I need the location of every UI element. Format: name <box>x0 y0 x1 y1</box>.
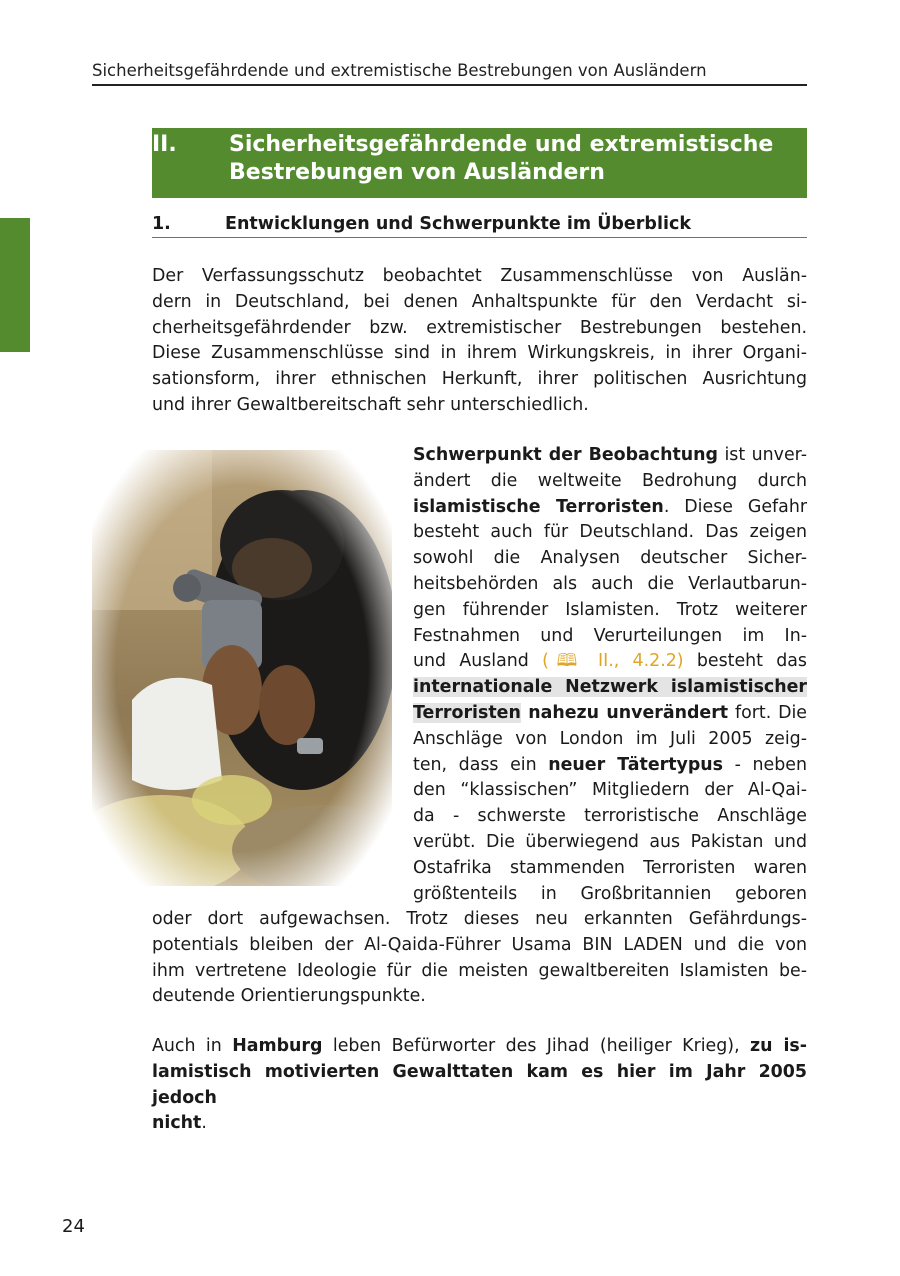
section-number: 1. <box>152 214 171 234</box>
text-span: leben Befürworter des Jihad (heiliger Krieg), <box>322 1036 751 1056</box>
text-line: sationsform, ihrer ethnischen Herkunft, ihrer politischen Ausrichtung <box>152 369 807 390</box>
bold-text: Schwerpunkt der Beobachtung <box>413 445 718 465</box>
cross-reference-link[interactable]: (🕮 II., 4.2.2) <box>542 651 684 672</box>
chapter-number: II. <box>152 132 177 157</box>
text-line: dern in Deutschland, bei denen Anhaltspunkte für den Verdacht si- <box>152 291 807 312</box>
text-line: deutende Orientierungspunkte. <box>152 986 426 1007</box>
text-line: Festnahmen und Verurteilungen im In- <box>413 625 807 646</box>
text-span: ten, dass ein <box>413 754 549 775</box>
highlighted-bold-text: internationale Netzwerk islamistischer <box>413 677 807 698</box>
text-line <box>152 1111 807 1137</box>
page-number: 24 <box>62 1216 85 1237</box>
paragraph-focus-continued <box>152 907 807 1010</box>
bold-text: islamistische Terroristen <box>413 496 664 517</box>
text-span: besteht das <box>683 651 807 672</box>
chapter-title-line: Bestrebungen von Ausländern <box>229 160 605 185</box>
text-span: ist unver- <box>717 445 807 465</box>
photo-armed-militant <box>92 450 392 886</box>
text-line: oder dort aufgewachsen. Trotz dieses neu erkannten Gefährdungs- <box>152 909 807 929</box>
text-line: größtenteils in Großbritannien geboren <box>413 883 807 904</box>
text-line: Ostafrika stammenden Terroristen waren <box>413 857 807 878</box>
text-span: - neben <box>723 754 807 775</box>
chapter-side-tab <box>0 218 30 352</box>
text-span: Auch in <box>152 1036 233 1056</box>
section-heading <box>152 211 807 238</box>
text-line: ändert die weltweite Bedrohung durch <box>413 470 807 491</box>
highlighted-bold-text: Terroristen <box>413 702 521 723</box>
text-line: Anschläge von London im Juli 2005 zeig- <box>413 728 807 749</box>
paragraph-focus <box>413 443 807 907</box>
text-line <box>413 495 807 521</box>
text-line <box>152 1034 807 1060</box>
text-line: besteht auch für Deutschland. Das zeigen <box>413 522 807 543</box>
chapter-title-line: Sicherheitsgefährdende und extremistische <box>229 132 774 157</box>
text-span: . <box>201 1113 207 1134</box>
text-span: fort. Die <box>728 702 807 723</box>
text-line: heitsbehörden als auch die Verlautbarun- <box>413 573 807 594</box>
text-line: und ihrer Gewaltbereitschaft sehr unterschiedlich. <box>152 394 589 415</box>
text-line <box>152 1060 807 1112</box>
text-span: . Diese Gefahr <box>663 496 807 517</box>
text-line: Diese Zusammenschlüsse sind in ihrem Wirkungskreis, in ihrer Organi- <box>152 343 807 364</box>
text-line: da - schwerste terroristische Anschläge <box>413 806 807 827</box>
text-line: sowohl die Analysen deutscher Sicher- <box>413 548 807 569</box>
text-span: und Ausland <box>413 651 543 672</box>
bold-text: neuer Tätertypus <box>548 754 724 775</box>
text-line: den “klassischen” Mitgliedern der Al-Qai- <box>413 780 807 801</box>
text-line <box>413 753 807 779</box>
text-line: cherheitsgefährdender bzw. extremistischer Bestrebungen bestehen. <box>152 317 807 338</box>
bold-text: nahezu unverändert <box>520 702 729 723</box>
text-line: Der Verfassungsschutz beobachtet Zusammenschlüsse von Auslän- <box>152 266 807 286</box>
section-title: Entwicklungen und Schwerpunkte im Überblick <box>225 214 691 234</box>
chapter-heading-box <box>152 128 807 198</box>
paragraph-hamburg <box>152 1034 807 1137</box>
text-line: potentials bleiben der Al-Qaida-Führer Usama BIN LADEN und die von <box>152 934 807 955</box>
bold-text: lamistisch motivierten Gewalttaten kam es hier im Jahr 2005 jedoch <box>152 1061 807 1108</box>
chapter-title <box>229 131 799 187</box>
running-header: Sicherheitsgefährdende und extremistische Bestrebungen von Ausländern <box>92 60 807 86</box>
text-line <box>413 675 807 701</box>
text-line: verübt. Die überwiegend aus Pakistan und <box>413 831 807 852</box>
text-line: ihm vertretene Ideologie für die meisten gewaltbereiten Islamisten be- <box>152 960 807 981</box>
text-line <box>413 649 807 675</box>
text-line: gen führender Islamisten. Trotz weiterer <box>413 599 807 620</box>
bold-text: Hamburg <box>232 1036 323 1056</box>
paragraph-intro <box>152 264 807 419</box>
bold-text: zu is- <box>750 1036 807 1056</box>
text-line <box>413 443 807 469</box>
bold-text: nicht <box>152 1113 202 1134</box>
text-line <box>413 701 807 727</box>
